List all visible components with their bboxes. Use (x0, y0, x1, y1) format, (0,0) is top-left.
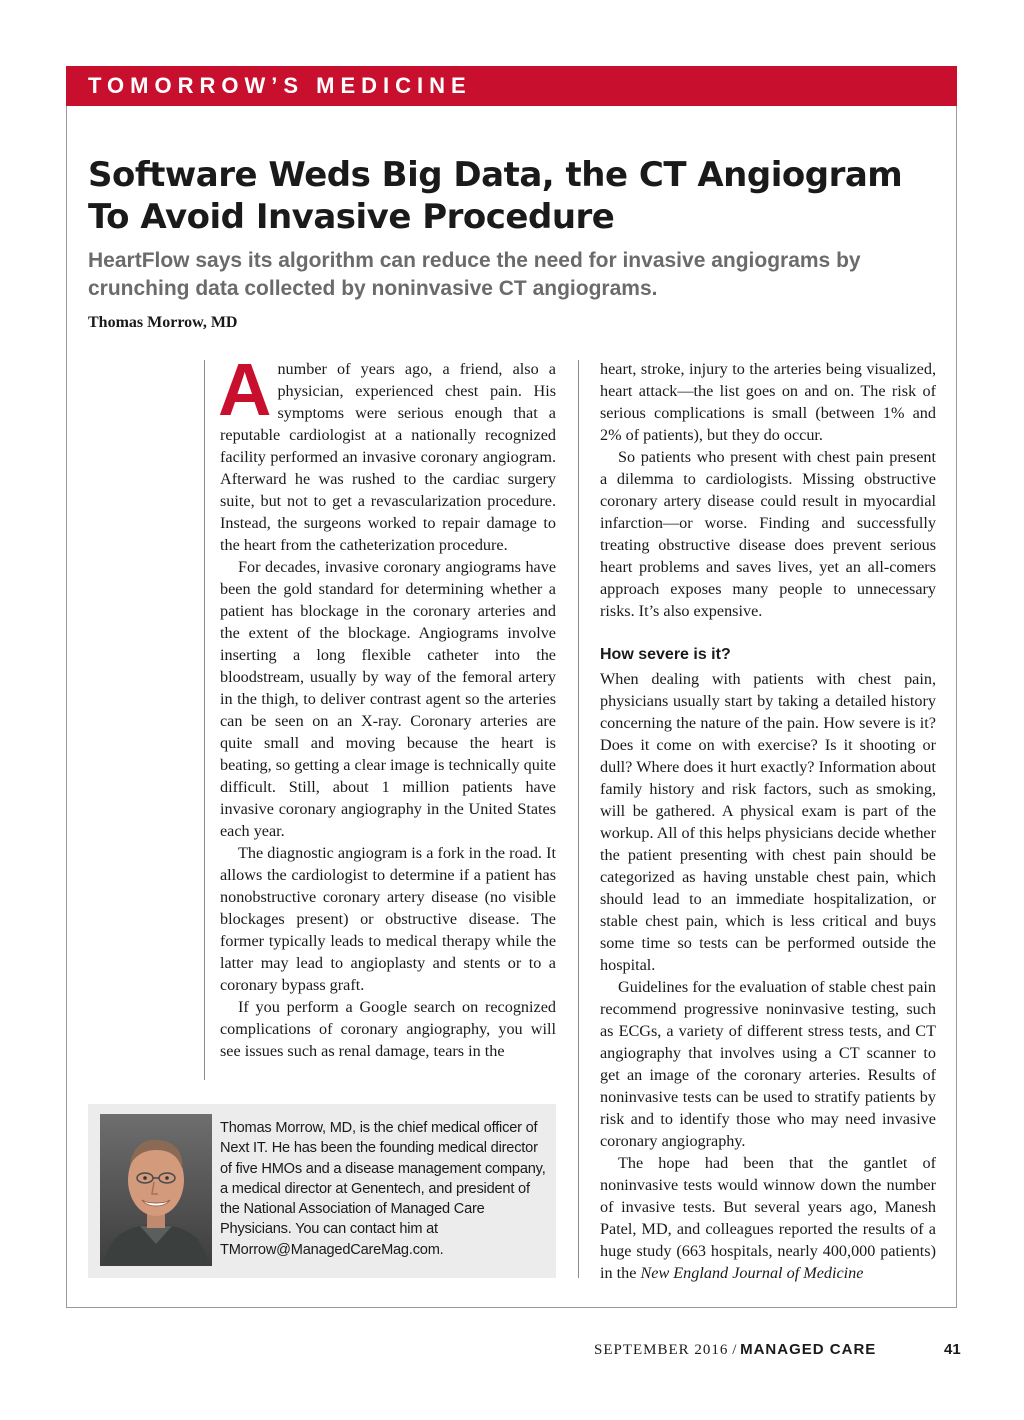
paragraph: If you perform a Google search on recognized complications of coronary angiography, you will see issues such as renal damage, tears in the (220, 998, 556, 1060)
section-subhead: How severe is it? (600, 646, 731, 663)
column-divider-middle (578, 360, 579, 1278)
footer-separator: / (728, 1342, 741, 1358)
drop-cap: A (218, 348, 272, 431)
paragraph-text: The hope had been that the gantlet of noninvasive tests would winnow down the number of invasive tests. But several years ago, Manesh Patel, MD, and colleagues reported the results of a huge study (663 hospitals, nearly 400,000 patients) in the (600, 1154, 936, 1282)
section-banner (66, 66, 957, 106)
author-bio-text: Thomas Morrow, MD, is the chief medical officer of Next IT. He has been the founding medical director of five HMOs and a disease management company, a medical director at Genentech, and president of the National Association of Managed Care Physicians. You can contact him at TMorrow@ManagedCareMag.com. (220, 1120, 546, 1258)
paragraph: Guidelines for the evaluation of stable chest pain recommend progressive noninvasive testing, such as ECGs, a variety of different stress tests, and CT angiography that involves using a CT scanner to get an image of the coronary arteries. Results of noninvasive tests can be used to stratify patients by risk and to identify those who may need invasive coronary angiography. (600, 978, 936, 1150)
publication-name: MANAGED CARE (740, 1341, 877, 1358)
article-headline: Software Weds Big Data, the CT Angiogram To Avoid Invasive Procedure (88, 155, 903, 237)
paragraph: So patients who present with chest pain present a dilemma to cardiologists. Missing obstructive coronary artery disease could result in myocardial infarction—or worse. Finding and successfully treating obstructive disease does prevent serious heart problems and saves lives, yet an all-comers approach exposes many people to unnecessary risks. It’s also expensive. (600, 448, 936, 620)
paragraph: heart, stroke, injury to the arteries being visualized, heart attack—the list goes on and on. The risk of serious complications is small (between 1% and 2% of patients), but they do occur. (600, 360, 936, 444)
journal-name: New England Journal of Medicine (640, 1264, 864, 1282)
paragraph: The diagnostic angiogram is a fork in the road. It allows the cardiologist to determine if a patient has nonobstructive coronary artery disease (no visible blockages present) or obstructive disease. The former typically leads to medical therapy while the latter may lead to angioplasty and stents or to a coronary bypass graft. (220, 844, 556, 994)
paragraph (218, 348, 556, 556)
section-label: TOMORROW’S MEDICINE (88, 73, 472, 98)
paragraph: For decades, invasive coronary angiograms have been the gold standard for determining whether a patient has blockage in the coronary arteries and the extent of the blockage. Angiograms involve inserting a long flexible catheter into the bloodstream, usually by way of the femoral artery in the thigh, to deliver contrast agent so the arteries can be seen on an X-ray. Coronary arteries are quite small and moving because the heart is beating, so getting a clear image is technically quite difficult. Still, about 1 million patients have invasive coronary angiography in the United States each year. (220, 558, 556, 840)
paragraph (600, 1152, 936, 1284)
author-photo (100, 1114, 212, 1266)
article-byline: Thomas Morrow, MD (88, 314, 238, 331)
page-footer (594, 1341, 876, 1359)
paragraph-text: number of years ago, a friend, also a physician, experienced chest pain. His symptoms were serious enough that a reputable cardiologist at a nationally recognized facility performed an invasive coronary angiogram. Afterward he was rushed to the cardiac surgery suite, but not to get a revascularization procedure. Instead, the surgeons worked to repair damage to the heart from the catheterization procedure. (220, 360, 556, 554)
author-bio-box (88, 1104, 556, 1278)
left-column (218, 348, 556, 1062)
author-portrait-icon (100, 1114, 212, 1266)
page-number: 41 (944, 1341, 961, 1358)
issue-date: SEPTEMBER 2016 (594, 1342, 729, 1358)
article-deck: HeartFlow says its algorithm can reduce the need for invasive angiograms by crunching data collected by noninvasive CT angiograms. (88, 249, 861, 300)
paragraph: When dealing with patients with chest pain, physicians usually start by taking a detailed history concerning the nature of the pain. How severe is it? Does it come on with exercise? Is it shooting or dull? Where does it hurt exactly? Information about family history and risk factors, such as smoking, will be gathered. A physical exam is part of the workup. All of this helps physicians decide whether the patient presenting with chest pain should be categorized as having unstable chest pain, which should lead to an immediate hospitalization, or stable chest pain, which is less critical and buys some time so tests can be performed outside the hospital. (600, 670, 936, 974)
column-divider-left (204, 360, 205, 1080)
right-column (600, 358, 936, 1284)
